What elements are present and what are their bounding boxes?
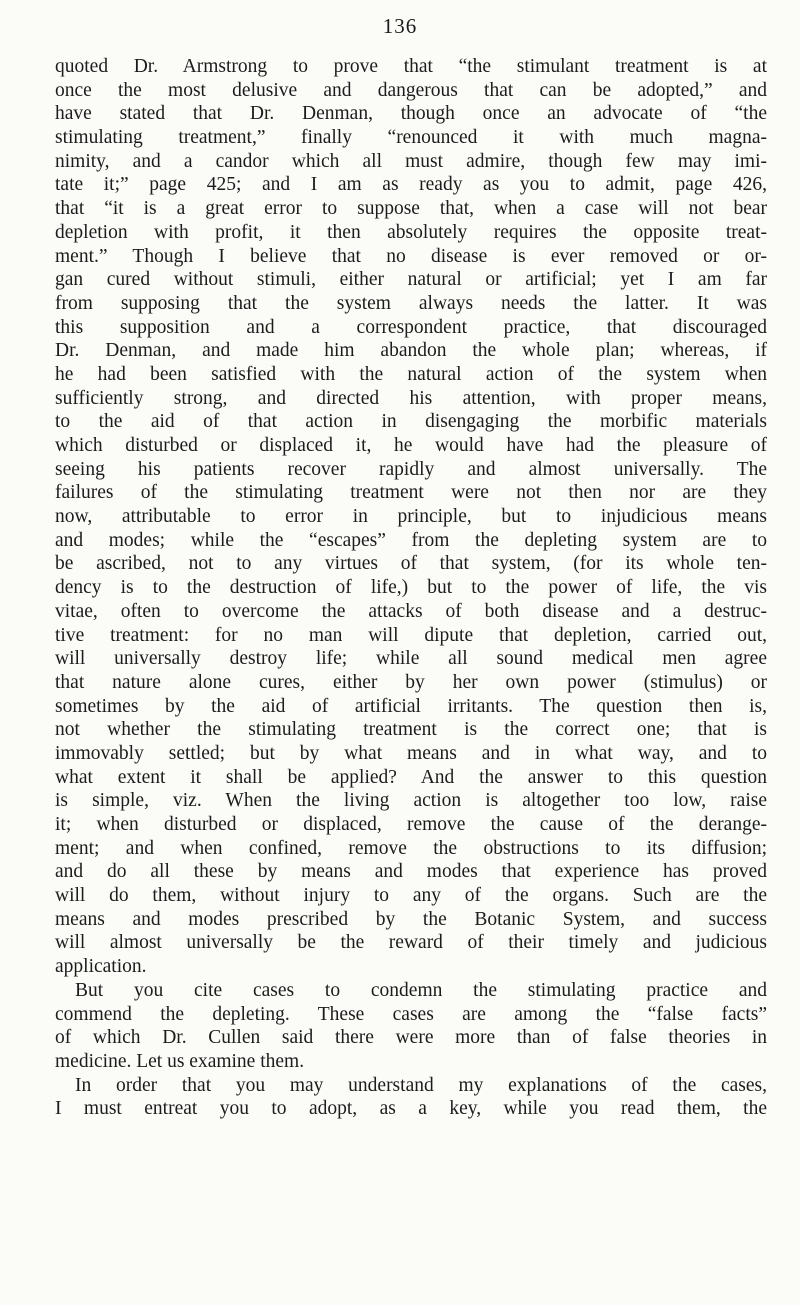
text-line: immovably settled; but by what means and in what way, and to bbox=[55, 742, 767, 764]
text-line: application. bbox=[55, 956, 147, 978]
text-line: seeing his patients recover rapidly and almost universally. The bbox=[55, 458, 767, 480]
text-line: will universally destroy life; while all sound medical men agree bbox=[55, 648, 767, 670]
text-line: will do them, without injury to any of the organs. Such are the bbox=[55, 885, 767, 907]
text-line: medicine. Let us examine them. bbox=[55, 1050, 305, 1072]
text-line: that “it is a great error to suppose that, when a case will not bear bbox=[55, 198, 767, 220]
text-line: of which Dr. Cullen said there were more than of false theories in bbox=[55, 1027, 767, 1049]
text-line: what extent it shall be applied? And the answer to this question bbox=[55, 766, 767, 788]
text-line: sometimes by the aid of artificial irritants. The question then is, bbox=[55, 695, 767, 717]
text-line: But you cite cases to condemn the stimulating practice and bbox=[75, 979, 767, 1001]
text-line: which disturbed or displaced it, he would have had the pleasure of bbox=[55, 435, 767, 456]
text-line: to the aid of that action in disengaging the morbific materials bbox=[55, 411, 767, 433]
text-line: I must entreat you to adopt, as a key, while you read them, the bbox=[55, 1098, 767, 1120]
text-line: depletion with profit, it then absolutely requires the opposite treat- bbox=[55, 221, 767, 243]
text-line: commend the depleting. These cases are among the “false facts” bbox=[55, 1003, 767, 1025]
text-line: is simple, viz. When the living action is altogether too low, raise bbox=[55, 790, 767, 812]
text-line: and do all these by means and modes that experience has proved bbox=[55, 861, 767, 883]
text-line: In order that you may understand my explanations of the cases, bbox=[75, 1074, 767, 1096]
text-line: that nature alone cures, either by her own power (stimulus) or bbox=[55, 671, 767, 693]
text-line: be ascribed, not to any virtues of that system, (for its whole ten- bbox=[55, 553, 767, 575]
text-line: not whether the stimulating treatment is the correct one; that is bbox=[55, 719, 767, 741]
text-line: vitae, often to overcome the attacks of both disease and a destruc- bbox=[55, 600, 767, 622]
text-line: quoted Dr. Armstrong to prove that “the stimulant treatment is at bbox=[55, 56, 767, 77]
text-line: have stated that Dr. Denman, though once an advocate of “the bbox=[55, 103, 767, 125]
text-line: failures of the stimulating treatment were not then nor are they bbox=[55, 482, 767, 504]
text-line: gan cured without stimuli, either natural or artificial; yet I am far bbox=[55, 269, 767, 291]
text-line: will almost universally be the reward of their timely and judicious bbox=[55, 932, 767, 954]
text-line: once the most delusive and dangerous that can be adopted,” and bbox=[55, 79, 767, 101]
text-line: means and modes prescribed by the Botanic System, and success bbox=[55, 908, 767, 930]
body-text bbox=[55, 55, 767, 1121]
text-line: Dr. Denman, and made him abandon the whole plan; whereas, if bbox=[55, 340, 767, 362]
text-line: ment.” Though I believe that no disease is ever removed or or- bbox=[55, 245, 767, 267]
text-line: stimulating treatment,” finally “renounced it with much magna- bbox=[55, 127, 767, 149]
text-line: and modes; while the “escapes” from the depleting system are to bbox=[55, 529, 767, 551]
text-line: dency is to the destruction of life,) but to the power of life, the vis bbox=[55, 577, 767, 599]
text-line: he had been satisfied with the natural action of the system when bbox=[55, 363, 767, 385]
page-number: 136 bbox=[382, 14, 418, 38]
text-line: it; when disturbed or displaced, remove the cause of the derange- bbox=[55, 814, 767, 835]
text-line: tate it;” page 425; and I am as ready as you to admit, page 426, bbox=[55, 174, 767, 196]
text-line: sufficiently strong, and directed his attention, with proper means, bbox=[55, 387, 767, 409]
text-line: nimity, and a candor which all must admire, though few may imi- bbox=[55, 150, 767, 172]
text-line: from supposing that the system always needs the latter. It was bbox=[55, 292, 767, 314]
text-line: ment; and when confined, remove the obstructions to its diffusion; bbox=[55, 837, 767, 859]
text-line: tive treatment: for no man will dipute that depletion, carried out, bbox=[55, 624, 767, 646]
text-line: now, attributable to error in principle, but to injudicious means bbox=[55, 506, 767, 528]
text-line: this supposition and a correspondent practice, that discouraged bbox=[55, 316, 767, 338]
